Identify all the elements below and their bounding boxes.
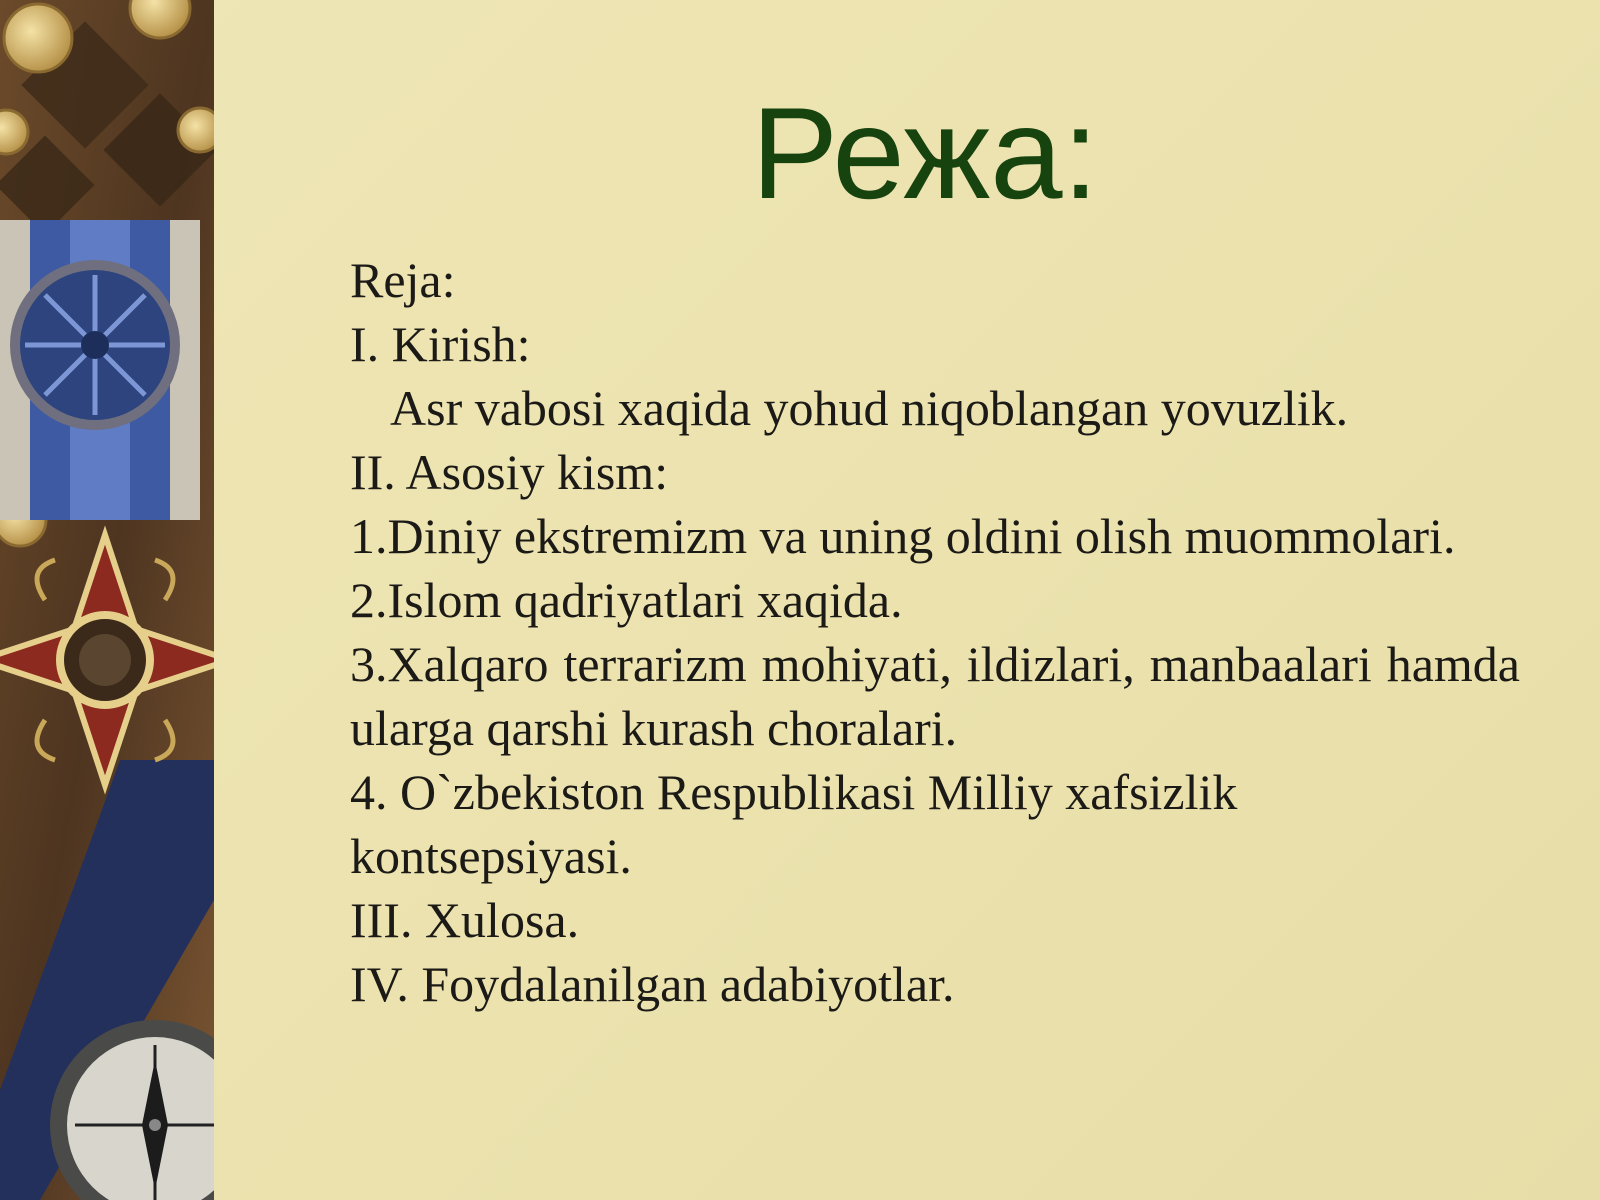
plan-heading: Reja: (350, 252, 456, 308)
section-conclusion: III. Xulosa. (350, 892, 580, 948)
decorative-side-image (0, 0, 214, 1200)
introduction-topic: Asr vabosi xaqida yohud niqoblangan yovuzlik. (390, 380, 1349, 436)
main-item-4: 4. O`zbekiston Respublikasi Milliy xafsizlik kontsepsiyasi. (350, 764, 1238, 884)
section-introduction: I. Kirish: (350, 316, 531, 372)
main-item-3: 3.Xalqaro terrarizm mohiyati, ildizlari, manbaalari hamda ularga qarshi kurash choralari. (350, 636, 1520, 756)
plan-list (350, 248, 1520, 1016)
slide-title: Режа: (751, 80, 1099, 226)
main-item-1: 1.Diniy ekstremizm va uning oldini olish muommolari. (350, 508, 1456, 564)
section-references: IV. Foydalanilgan adabiyotlar. (350, 956, 955, 1012)
section-main-part: II. Asosiy kism: (350, 444, 669, 500)
main-item-2: 2.Islom qadriyatlari xaqida. (350, 572, 903, 628)
